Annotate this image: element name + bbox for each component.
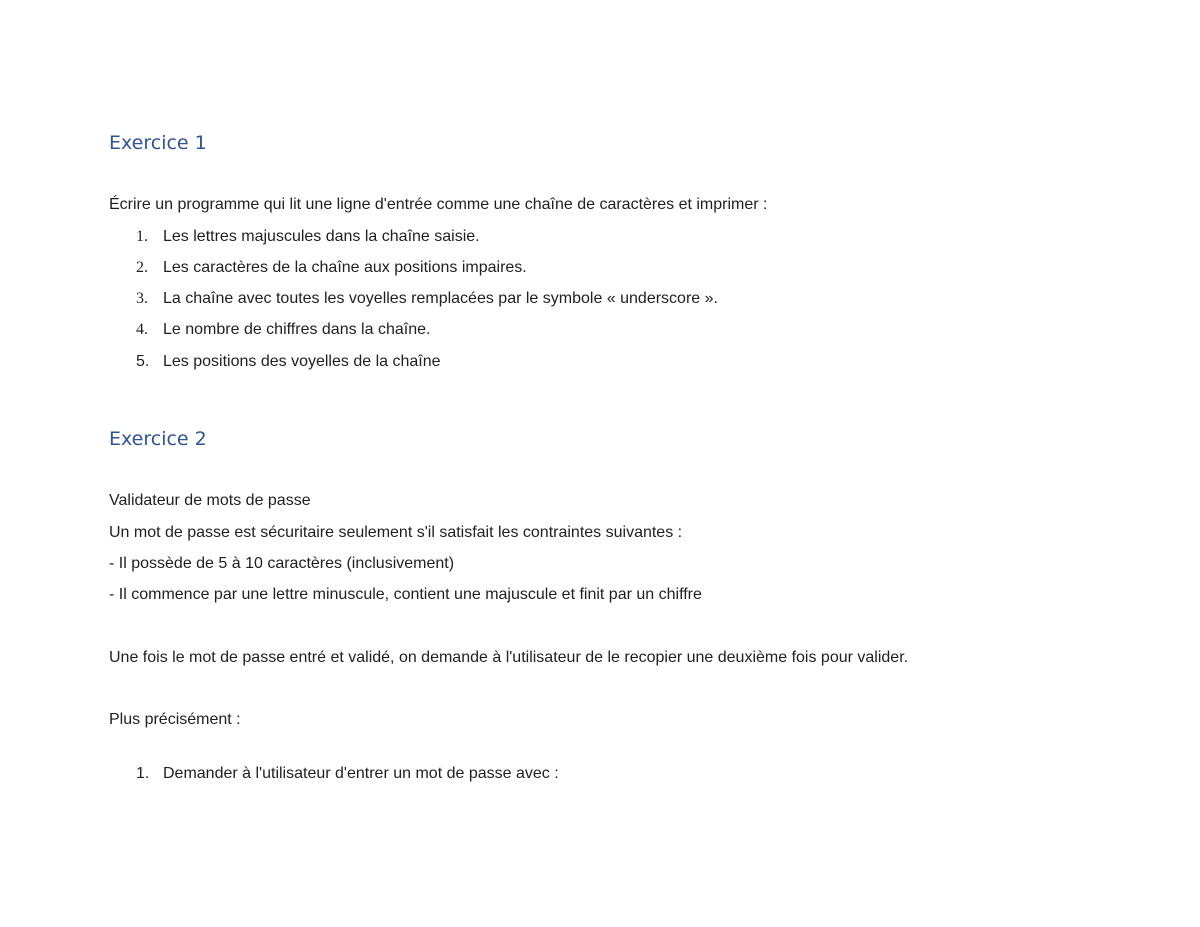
exercise-2-heading: Exercice 2 (109, 428, 207, 450)
list-item-number: 3. (136, 290, 148, 307)
exercise-1-heading: Exercice 1 (109, 132, 207, 154)
list-item-text: Les caractères de la chaîne aux positions impaires. (163, 259, 527, 276)
list-item-text: Demander à l'utilisateur d'entrer un mot de passe avec : (163, 765, 559, 782)
list-item-text: Les positions des voyelles de la chaîne (163, 353, 441, 370)
list-item-text: Le nombre de chiffres dans la chaîne. (163, 321, 431, 338)
exercise-2-subtitle: Validateur de mots de passe (109, 492, 311, 509)
list-item-number: 5. (136, 353, 150, 370)
list-item-number: 1. (136, 228, 148, 245)
exercise-2-precisely: Plus précisément : (109, 711, 241, 728)
list-item-number: 2. (136, 259, 148, 276)
list-item-text: Les lettres majuscules dans la chaîne saisie. (163, 228, 480, 245)
exercise-2-paragraph: Une fois le mot de passe entré et validé, on demande à l'utilisateur de le recopier une deuxième fois pour valider. (109, 649, 909, 666)
exercise-2-constraint: - Il possède de 5 à 10 caractères (inclusivement) (109, 555, 455, 572)
exercise-2-constraint: - Il commence par une lettre minuscule, contient une majuscule et finit par un chiffre (109, 586, 702, 603)
list-item-number: 1. (136, 765, 150, 782)
list-item-text: La chaîne avec toutes les voyelles remplacées par le symbole « underscore ». (163, 290, 718, 307)
exercise-2-constraints-intro: Un mot de passe est sécuritaire seulement s'il satisfait les contraintes suivantes : (109, 524, 683, 541)
exercise-1-intro: Écrire un programme qui lit une ligne d'entrée comme une chaîne de caractères et imprimer : (109, 196, 768, 213)
list-item-number: 4. (136, 321, 148, 338)
